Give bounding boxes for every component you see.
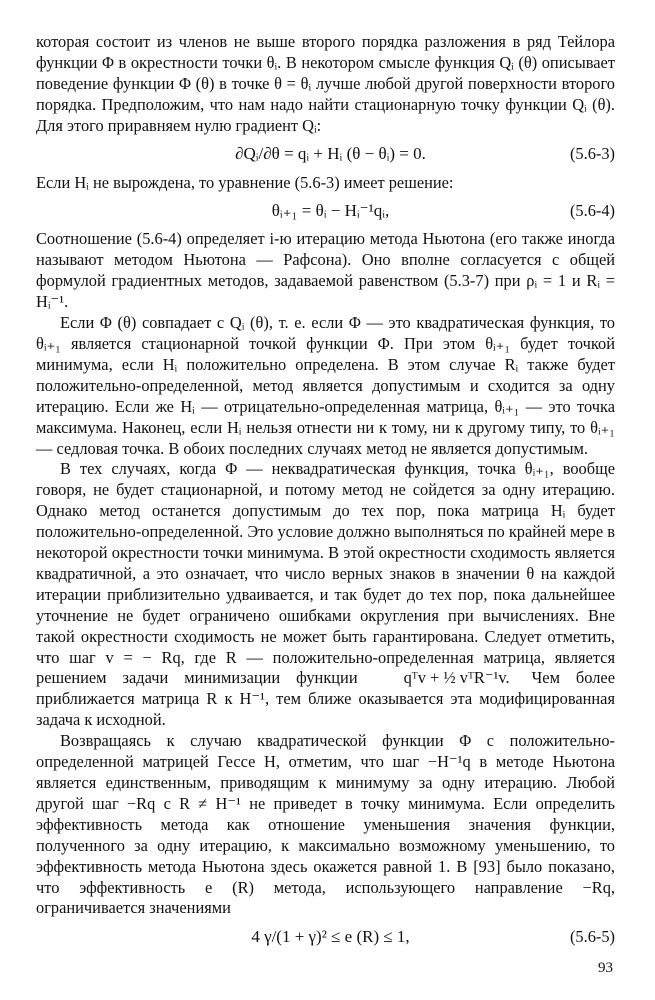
paragraph-text: Чем более приближается матрица R к H⁻¹, тем ближе оказывается эта модифицированная задача к исходной.	[36, 668, 615, 730]
equation-5-6-4	[36, 197, 615, 225]
equation-formula: 4 γ/(1 + γ)² ≤ e (R) ≤ 1,	[251, 926, 410, 946]
inline-formula: qᵀv + ½ vᵀR⁻¹v.	[403, 668, 510, 688]
paragraph-taylor: которая состоит из членов не выше второго порядка разложения в ряд Тейлора функции Φ в окрестности точки θᵢ. В некотором смысле функция Qᵢ (θ) описывает поведение функции Φ (θ) в точке θ = θᵢ лучше любой другой поверхности второго порядка. Предположим, что нам надо найти стационарную точку функции Qᵢ (θ). Для этого приравняем нулю градиент Qᵢ:	[36, 32, 615, 135]
paragraph-newton-iteration: Соотношение (5.6-4) определяет i-ю итерацию метода Ньютона (его также иногда называют методом Ньютона — Рафсона). Оно вполне согласуется с общей формулой градиентных методов, задаваемой равенством (5.3-7) при ρᵢ = 1 и Rᵢ = Hᵢ⁻¹.	[36, 229, 615, 312]
paragraph-nondegenerate: Если Hᵢ не вырождена, то уравнение (5.6-3) имеет решение:	[36, 172, 454, 192]
equation-5-6-5	[36, 923, 615, 951]
page-number: 93	[598, 960, 613, 976]
equation-number: (5.6-4)	[569, 200, 615, 220]
paragraph-text: В тех случаях, когда Φ — неквадратическая функция, точка θᵢ₊₁, вообще говоря, не будет стационарной, и потому метод не сойдется за одну итерацию. Однако метод останется допустимым до тех пор, пока матрица Hᵢ будет положительно-определенной. Это условие должно выполняться по крайней мере в некоторой окрестности точки минимума. В этой окрестности сходимость является квадратичной, а это означает, что число верных знаков в значении θ на каждой итерации приблизительно удваивается, и так будет до тех пор, пока дальнейшее уточнение не будет ограничено ошибками округления при вычислениях. Вне такой окрестности сходимость не может быть гарантирована. Следует отметить, что шаг v = − Rq, где R — положительно-определенная матрица, является решением задачи минимизации функции	[36, 459, 615, 688]
equation-number: (5.6-5)	[569, 926, 615, 946]
paragraph-nonquadratic-case	[36, 459, 615, 731]
equation-formula: ∂Qᵢ/∂θ = qᵢ + Hᵢ (θ − θᵢ) = 0.	[235, 144, 426, 164]
equation-5-6-3	[36, 141, 615, 169]
equation-formula: θᵢ₊₁ = θᵢ − Hᵢ⁻¹qᵢ,	[271, 200, 390, 220]
paragraph-efficiency: Возвращаясь к случаю квадратической функции Φ с положительно-определенной матрицей Гессе H, отметим, что шаг −H⁻¹q в методе Ньютона является единственным, приводящим к минимуму за одну итерацию. Любой другой шаг −Rq с R ≠ H⁻¹ не приведет в точку минимума. Если определить эффективность метода как отношение уменьшения значения функции, полученного за одну итерацию, к максимально возможному уменьшению, то эффективность метода Ньютона здесь окажется равной 1. В [93] было показано, что эффективность e (R) метода, использующего направление −Rq, ограничивается значениями	[36, 731, 615, 918]
paragraph-quadratic-case: Если Φ (θ) совпадает с Qᵢ (θ), т. е. если Φ — это квадратическая функция, то θᵢ₊₁ является стационарной точкой функции Φ. При этом θᵢ₊₁ будет точкой минимума, если Hᵢ положительно определена. В этом случае Rᵢ также будет положительно-определенной, метод является допустимым и сходится за одну итерацию. Если же Hᵢ — отрицательно-определенная матрица, θᵢ₊₁ — это точка максимума. Наконец, если Hᵢ нельзя отнести ни к тому, ни к другому типу, то θᵢ₊₁ — седловая точка. В обоих последних случаях метод не является допустимым.	[36, 313, 615, 458]
equation-number: (5.6-3)	[569, 144, 615, 164]
